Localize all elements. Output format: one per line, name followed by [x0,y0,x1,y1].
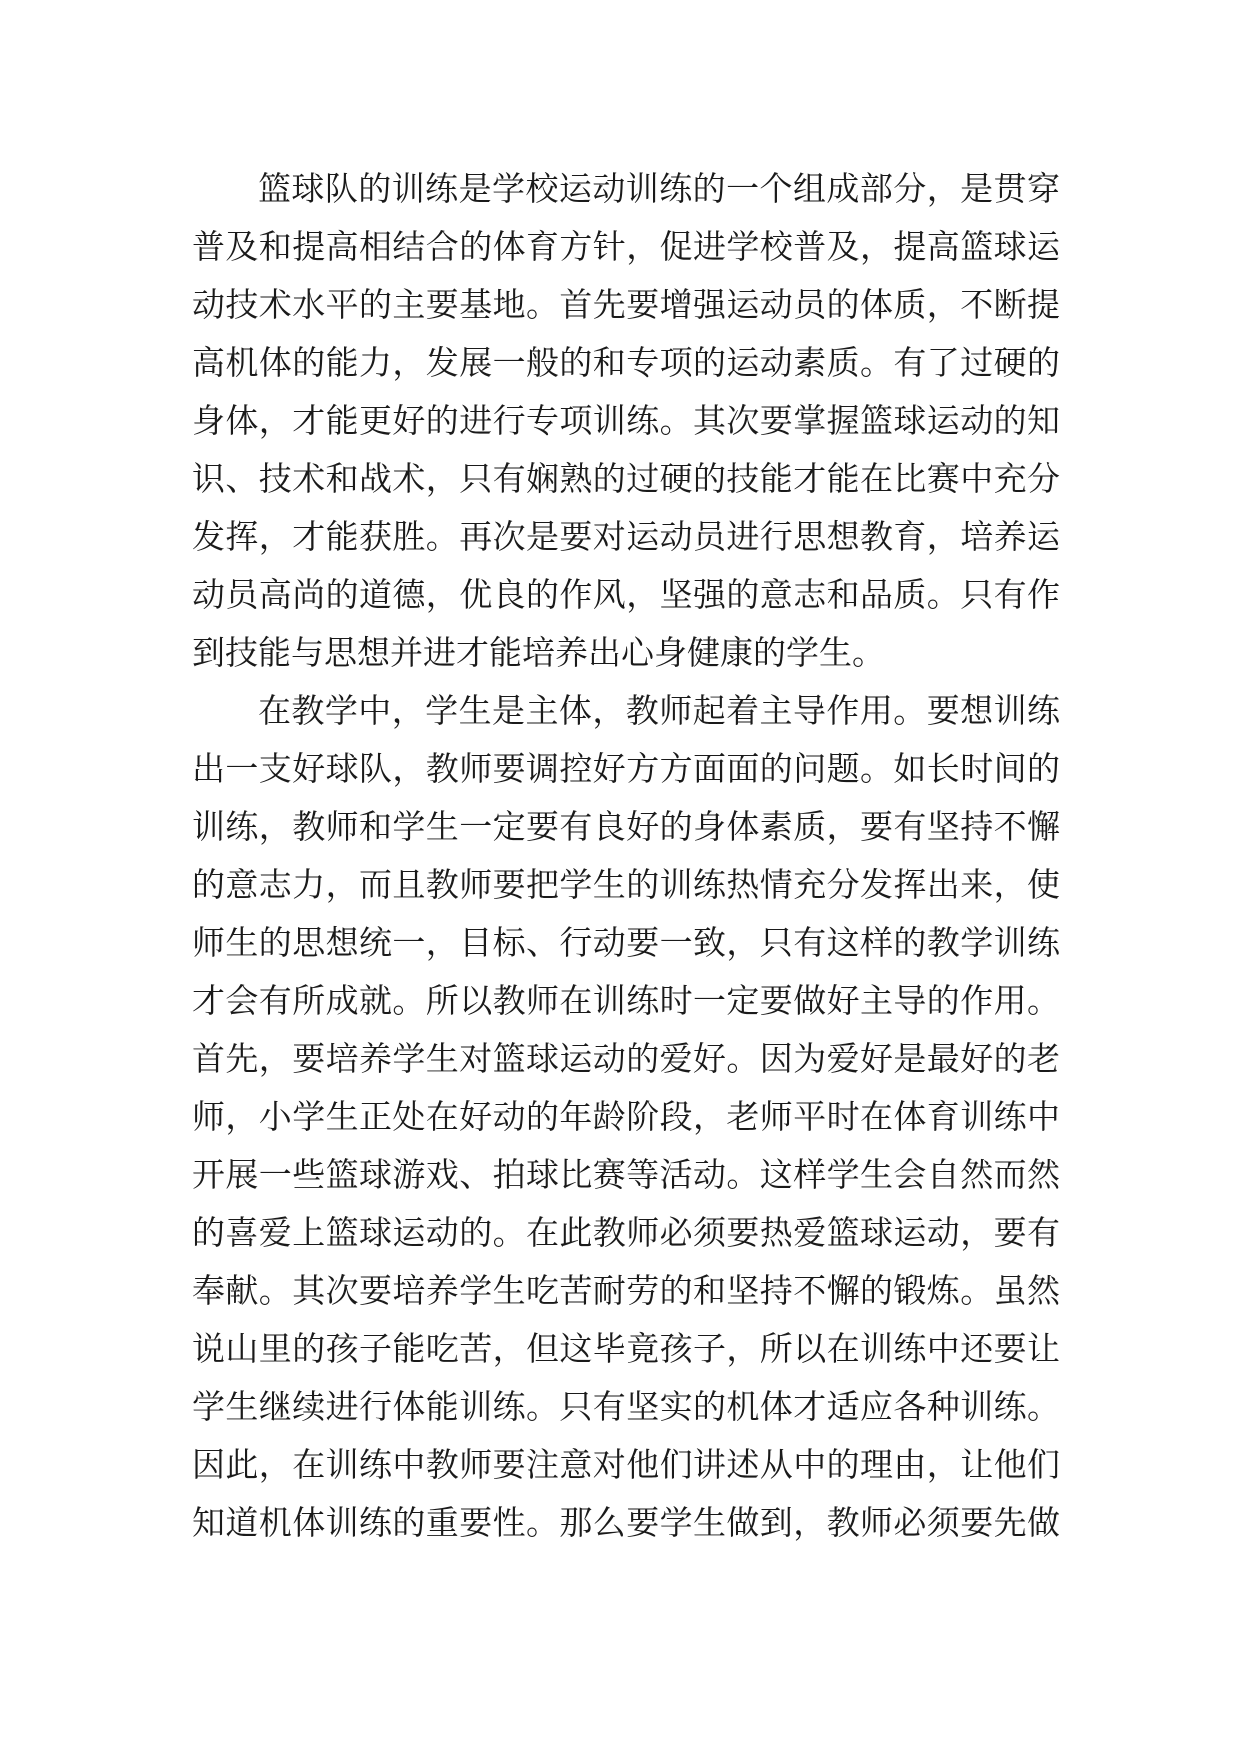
paragraph-2-line-13: 学生继续进行体能训练。只有坚实的机体才适应各种训练。 [192,1387,1060,1426]
body-text [192,160,1060,1552]
paragraph-2-line-11: 奉献。其次要培养学生吃苦耐劳的和坚持不懈的锻炼。虽然 [192,1271,1060,1310]
paragraph-1-line-8: 动员高尚的道德，优良的作风，坚强的意志和品质。只有作 [192,575,1060,614]
paragraph-2-line-1: 在教学中，学生是主体，教师起着主导作用。要想训练 [258,691,1060,730]
paragraph-2-line-3: 训练，教师和学生一定要有良好的身体素质，要有坚持不懈 [192,807,1060,846]
paragraph-2-line-7: 首先，要培养学生对篮球运动的爱好。因为爱好是最好的老 [192,1039,1060,1078]
paragraph-1-line-9: 到技能与思想并进才能培养出心身健康的学生。 [192,633,885,672]
paragraph-1-line-2: 普及和提高相结合的体育方针，促进学校普及，提高篮球运 [192,227,1060,266]
paragraph-2-line-10: 的喜爱上篮球运动的。在此教师必须要热爱篮球运动，要有 [192,1213,1060,1252]
paragraph-2-line-2: 出一支好球队，教师要调控好方方面面的问题。如长时间的 [192,749,1060,788]
paragraph-2-line-9: 开展一些篮球游戏、拍球比赛等活动。这样学生会自然而然 [192,1155,1060,1194]
paragraph-2-line-15: 知道机体训练的重要性。那么要学生做到，教师必须要先做 [192,1503,1060,1542]
paragraph-2-line-6: 才会有所成就。所以教师在训练时一定要做好主导的作用。 [192,981,1060,1020]
paragraph-1-line-3: 动技术水平的主要基地。首先要增强运动员的体质，不断提 [192,285,1060,324]
paragraph-2-line-5: 师生的思想统一，目标、行动要一致，只有这样的教学训练 [192,923,1060,962]
paragraph-1-line-1: 篮球队的训练是学校运动训练的一个组成部分，是贯穿 [258,169,1060,208]
paragraph-1-line-6: 识、技术和战术，只有娴熟的过硬的技能才能在比赛中充分 [192,459,1060,498]
paragraph-1-line-7: 发挥，才能获胜。再次是要对运动员进行思想教育，培养运 [192,517,1060,556]
paragraph-2-line-4: 的意志力，而且教师要把学生的训练热情充分发挥出来，使 [192,865,1060,904]
paragraph-2-line-8: 师，小学生正处在好动的年龄阶段，老师平时在体育训练中 [192,1097,1060,1136]
paragraph-2-line-14: 因此，在训练中教师要注意对他们讲述从中的理由，让他们 [192,1445,1060,1484]
paragraph-1-line-4: 高机体的能力，发展一般的和专项的运动素质。有了过硬的 [192,343,1060,382]
paragraph-1-line-5: 身体，才能更好的进行专项训练。其次要掌握篮球运动的知 [192,401,1060,440]
paragraph-2-line-12: 说山里的孩子能吃苦，但这毕竟孩子，所以在训练中还要让 [192,1329,1060,1368]
